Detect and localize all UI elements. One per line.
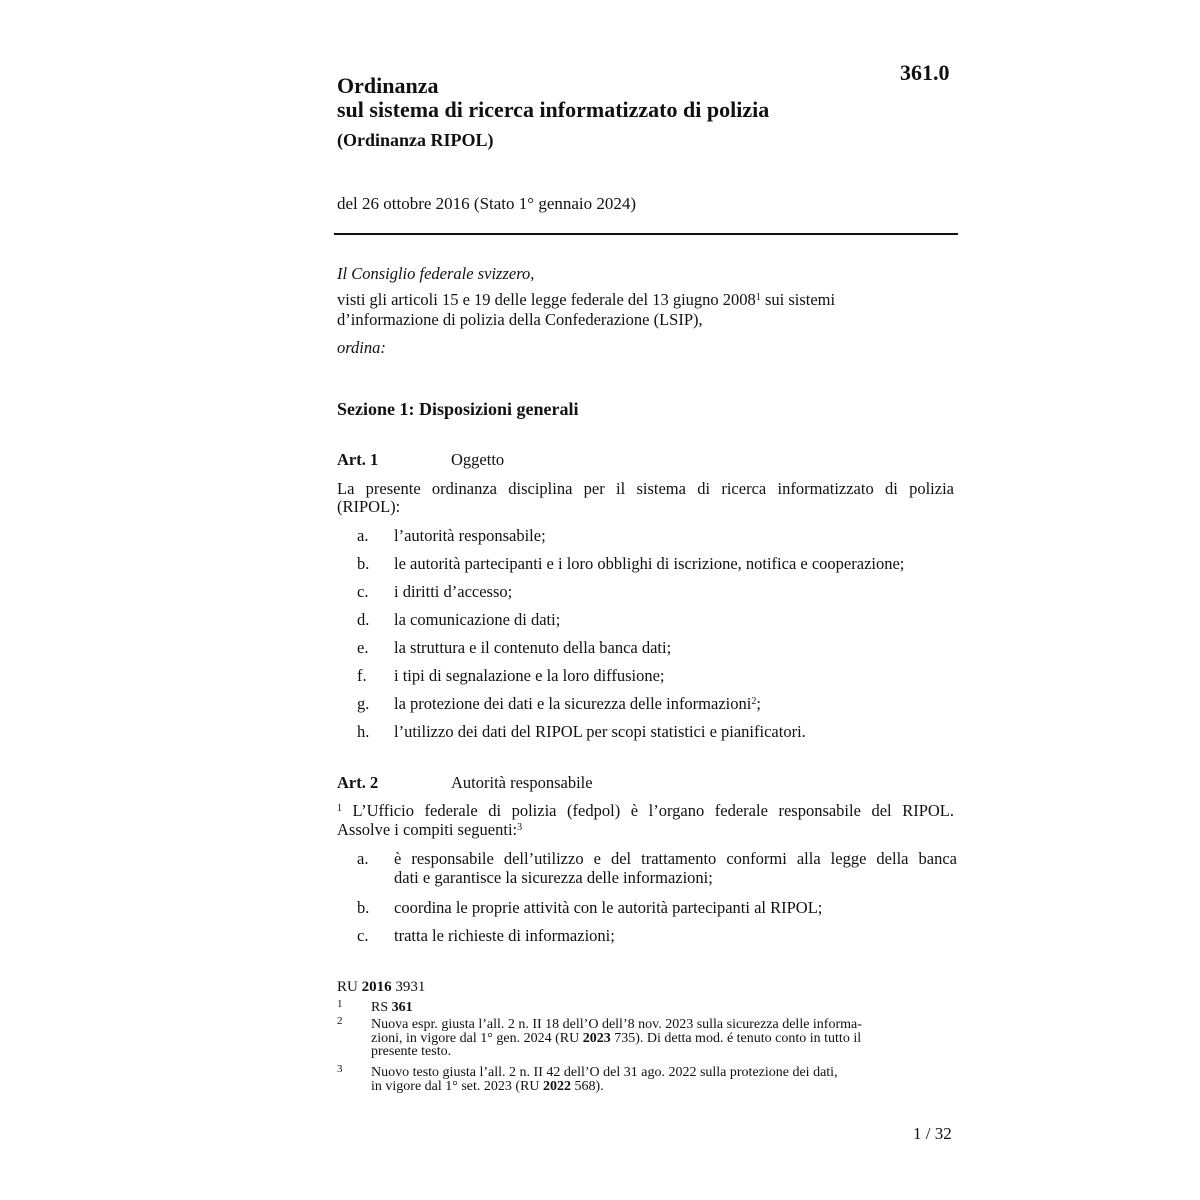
list-text: la struttura e il contenuto della banca dati; [394, 638, 672, 657]
list-text: la comunicazione di dati; [394, 610, 561, 629]
footnote-line2 [371, 1032, 951, 1046]
footnote-text-pre: RS [371, 1000, 392, 1015]
footnote-text [371, 1018, 951, 1059]
list-text: l’utilizzo dei dati del RIPOL per scopi statistici e pianificatori. [394, 722, 806, 741]
list-letter: g. [357, 694, 370, 713]
header-divider [334, 233, 958, 235]
page-number: 1 / 32 [913, 1124, 952, 1143]
footnote-line2-post: 568). [571, 1078, 604, 1094]
list-letter: b. [357, 898, 370, 917]
art2-number: Art. 2 [337, 773, 379, 792]
art1-number: Art. 1 [337, 450, 379, 469]
footnote-text [371, 1001, 951, 1015]
list-text [394, 694, 957, 713]
doc-number: 361.0 [900, 60, 950, 85]
footnote-ref-2[interactable]: 2 [751, 696, 757, 707]
art1-heading [337, 450, 504, 470]
art2-paragraph [337, 801, 954, 820]
footnote-line1: Nuova espr. giusta l’all. 2 n. II 18 dell’O dell’8 nov. 2023 sulla sicurezza delle informa- [371, 1017, 862, 1032]
footnote-line2 [371, 1080, 951, 1094]
footnote-ref-3[interactable]: 3 [517, 822, 523, 833]
footnote-line2-pre: in vigore dal 1° set. 2023 (RU [371, 1078, 544, 1094]
list-letter: c. [357, 926, 369, 945]
ru-reference [337, 979, 425, 996]
art2-text: L’Ufficio federale di polizia (fedpol) è l’organo federale responsabile del RIPOL. [342, 801, 954, 820]
list-letter: c. [357, 582, 369, 601]
section-heading: Sezione 1: Disposizioni generali [337, 399, 579, 419]
list-text: le autorità partecipanti e i loro obblighi di iscrizione, notifica e cooperazione; [394, 554, 905, 573]
list-text: l’autorità responsabile; [394, 526, 546, 545]
list-text-main: la protezione dei dati e la sicurezza delle informazioni [394, 694, 752, 713]
list-letter: h. [357, 722, 370, 741]
list-text-end: ; [756, 694, 761, 713]
preamble-visti-line2: d’informazione di polizia della Confederazione (LSIP), [337, 310, 703, 329]
list-letter: b. [357, 554, 370, 573]
footnote-text [371, 1066, 951, 1093]
list-text: i tipi di segnalazione e la loro diffusione; [394, 666, 665, 685]
list-text: tratta le richieste di informazioni; [394, 926, 615, 945]
art2-paragraph-line2 [337, 820, 954, 839]
preamble-visti [337, 290, 954, 309]
paragraph-number: 1 [337, 803, 342, 814]
art1-intro: La presente ordinanza disciplina per il sistema di ricerca informatizzato di polizia [337, 479, 954, 498]
list-text-line2: dati e garantisce la sicurezza delle informazioni; [394, 868, 713, 887]
footnote-line2-post: 735). Di detta mod. é tenuto conto in tutto il [610, 1030, 862, 1046]
footnote-line1: Nuovo testo giusta l’all. 2 n. II 42 dell’O del 31 ago. 2022 sulla protezione dei dati, [371, 1065, 838, 1080]
art1-intro-line2: (RIPOL): [337, 497, 401, 516]
list-text-line1: è responsabile dell’utilizzo e del trattamento conformi alla legge della banca [394, 849, 957, 868]
footnote-number: 1 [337, 998, 343, 1010]
footnote-number: 3 [337, 1063, 343, 1075]
footnote-line3: presente testo. [371, 1044, 452, 1059]
list-letter: a. [357, 526, 369, 545]
list-text: i diritti d’accesso; [394, 582, 513, 601]
preamble-ordina: ordina: [337, 338, 386, 357]
list-letter: e. [357, 638, 369, 657]
visti-text-cont: sui sistemi [760, 290, 836, 309]
ru-page: 3931 [391, 979, 426, 995]
title-line2: sul sistema di ricerca informatizzato di polizia [337, 97, 770, 122]
visti-text: visti gli articoli 15 e 19 delle legge federale del 13 giugno 2008 [337, 290, 756, 309]
art2-heading [337, 773, 593, 793]
footnote-text-bold: 361 [391, 1000, 413, 1015]
list-text: coordina le proprie attività con le autorità partecipanti al RIPOL; [394, 898, 823, 917]
footnote-line2-bold: 2022 [543, 1078, 572, 1094]
footnote-line2-bold: 2023 [582, 1030, 611, 1046]
footnote-number: 2 [337, 1015, 343, 1027]
document-date: del 26 ottobre 2016 (Stato 1° gennaio 2024) [337, 194, 637, 213]
art1-title: Oggetto [451, 450, 505, 469]
art2-title: Autorità responsabile [451, 773, 593, 792]
preamble-issuer: Il Consiglio federale svizzero, [337, 264, 535, 283]
ru-year: 2016 [361, 979, 392, 995]
list-letter: f. [357, 666, 367, 685]
list-letter: d. [357, 610, 370, 629]
list-text [394, 849, 957, 887]
art2-text-cont: Assolve i compiti seguenti: [337, 820, 518, 839]
footnote-ref-1[interactable]: 1 [755, 292, 761, 303]
title-short: (Ordinanza RIPOL) [337, 130, 494, 150]
list-letter: a. [357, 849, 369, 868]
footnote-line2-pre: zioni, in vigore dal 1° gen. 2024 (RU [371, 1030, 583, 1046]
title-line1: Ordinanza [337, 73, 439, 98]
ru-prefix: RU [337, 979, 362, 995]
